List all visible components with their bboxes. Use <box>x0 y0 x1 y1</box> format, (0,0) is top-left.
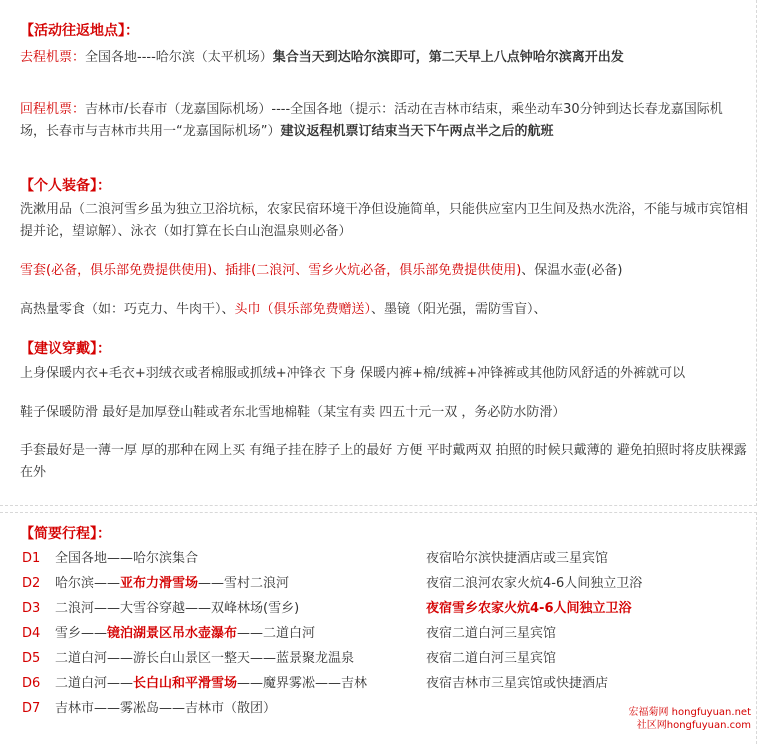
gear-toiletries: 洗漱用品（二浪河雪乡虽为独立卫浴坑标，农家民宿环境干净但设施简单，只能供应室内卫生间及热水洗浴，不能与城市宾馆相提并论，望谅解）、泳衣（如打算在长白山泡温泉则必备） <box>20 202 749 239</box>
venue-heading: 【活动往返地点】： <box>20 23 139 39</box>
day-label: D5 <box>22 651 41 666</box>
day-route <box>55 574 289 594</box>
route-pre: 二浪河——大雪谷穿越——双峰林场(雪乡) <box>55 601 300 616</box>
clothing-gloves: 手套最好是一薄一厚 厚的那种在网上买 有绳子挂在脖子上的最好 方便 平时戴两双 拍照的时候只戴薄的 避免拍照时将皮肤裸露在外 <box>20 443 747 480</box>
day-label: D2 <box>22 576 41 591</box>
route-post: ——魔界雾凇——吉林 <box>237 676 368 691</box>
clothing-heading: 【建议穿戴】： <box>20 341 111 357</box>
day-route <box>55 624 315 644</box>
day-label: D3 <box>22 601 41 616</box>
day-accommodation: 夜宿二浪河农家火炕4-6人间独立卫浴 <box>426 576 643 591</box>
day-route <box>55 674 367 694</box>
route-post: ——雪村二浪河 <box>198 576 290 591</box>
return-label: 回程机票： <box>20 102 86 117</box>
gear-heading: 【个人装备】： <box>20 178 111 194</box>
day-route <box>55 599 299 619</box>
return-route: 吉林市/长春市（龙嘉国际机场）----全国各地（提示：活动在吉林市结束，乘坐动车30分钟到达长春龙嘉国际机场，长春市与吉林市共用一“龙嘉国际机场”） <box>20 102 723 139</box>
day-route <box>55 649 354 669</box>
gear-club-items <box>20 260 748 282</box>
day-label: D7 <box>22 701 41 716</box>
route-mid: 镜泊湖景区吊水壶瀑布 <box>107 626 238 641</box>
itinerary-heading: 【简要行程】： <box>20 526 111 542</box>
gear-scarf: 头巾（俱乐部免费赠送） <box>234 302 372 317</box>
day-label: D6 <box>22 676 41 691</box>
route-mid: 长白山和平滑雪场 <box>133 676 238 691</box>
day-accommodation: 夜宿雪乡农家火炕4-6人间独立卫浴 <box>426 601 632 616</box>
day-label: D1 <box>22 551 41 566</box>
day-route <box>55 699 276 719</box>
outbound-note: 集合当天到达哈尔滨即可，第二天早上八点钟哈尔滨离开出发 <box>272 50 624 65</box>
return-note: 建议返程机票订结束当天下午两点半之后的航班 <box>280 124 554 139</box>
route-pre: 哈尔滨—— <box>55 576 121 591</box>
gear-food: 高热量零食（如：巧克力、牛肉干）、 <box>20 302 235 317</box>
gear-goggles: 、墨镜（阳光强，需防雪盲）、 <box>371 302 547 317</box>
day-route <box>55 549 198 569</box>
clothing-shoes: 鞋子保暖防滑 最好是加厚登山鞋或者东北雪地棉鞋（某宝有卖 四五十元一双 ，务必防水防滑） <box>20 405 566 420</box>
watermark <box>629 706 752 732</box>
day-accommodation: 夜宿二道白河三星宾馆 <box>426 651 557 666</box>
day-label: D4 <box>22 626 41 641</box>
route-pre: 雪乡—— <box>55 626 108 641</box>
watermark-line-1: 宏福菊网 hongfuyuan.net <box>628 707 751 718</box>
outbound-label: 去程机票： <box>20 50 86 65</box>
day-accommodation: 夜宿哈尔滨快捷酒店或三星宾馆 <box>426 551 609 566</box>
route-pre: 二道白河—— <box>55 676 134 691</box>
outbound-ticket <box>20 47 748 69</box>
clothing-upper: 上身保暖内衣+毛衣+羽绒衣或者棉服或抓绒+冲锋衣 下身 保暖内裤+棉/绒裤+冲锋裤或其他防风舒适的外裤就可以 <box>20 366 686 381</box>
route-post: ——二道白河 <box>237 626 316 641</box>
day-accommodation: 夜宿二道白河三星宾馆 <box>426 626 557 641</box>
route-pre: 全国各地——哈尔滨集合 <box>55 551 199 566</box>
route-pre: 二道白河——游长白山景区一整天——蓝景聚龙温泉 <box>55 651 355 666</box>
day-accommodation: 夜宿吉林市三星宾馆或快捷酒店 <box>426 676 609 691</box>
outbound-route: 全国各地----哈尔滨（太平机场） <box>85 50 273 65</box>
gear-club-items-text: 雪套(必备，俱乐部免费提供使用)、插排(二浪河、雪乡火炕必备，俱乐部免费提供使用) <box>20 263 522 278</box>
route-mid: 亚布力滑雪场 <box>120 576 199 591</box>
route-pre: 吉林市——雾凇岛——吉林市（散团） <box>55 701 277 716</box>
gear-food-row <box>20 299 748 321</box>
watermark-line-2: 社区网hongfuyuan.com <box>636 720 751 731</box>
return-ticket <box>20 99 748 143</box>
gear-flask: 、保温水壶(必备) <box>521 263 623 278</box>
